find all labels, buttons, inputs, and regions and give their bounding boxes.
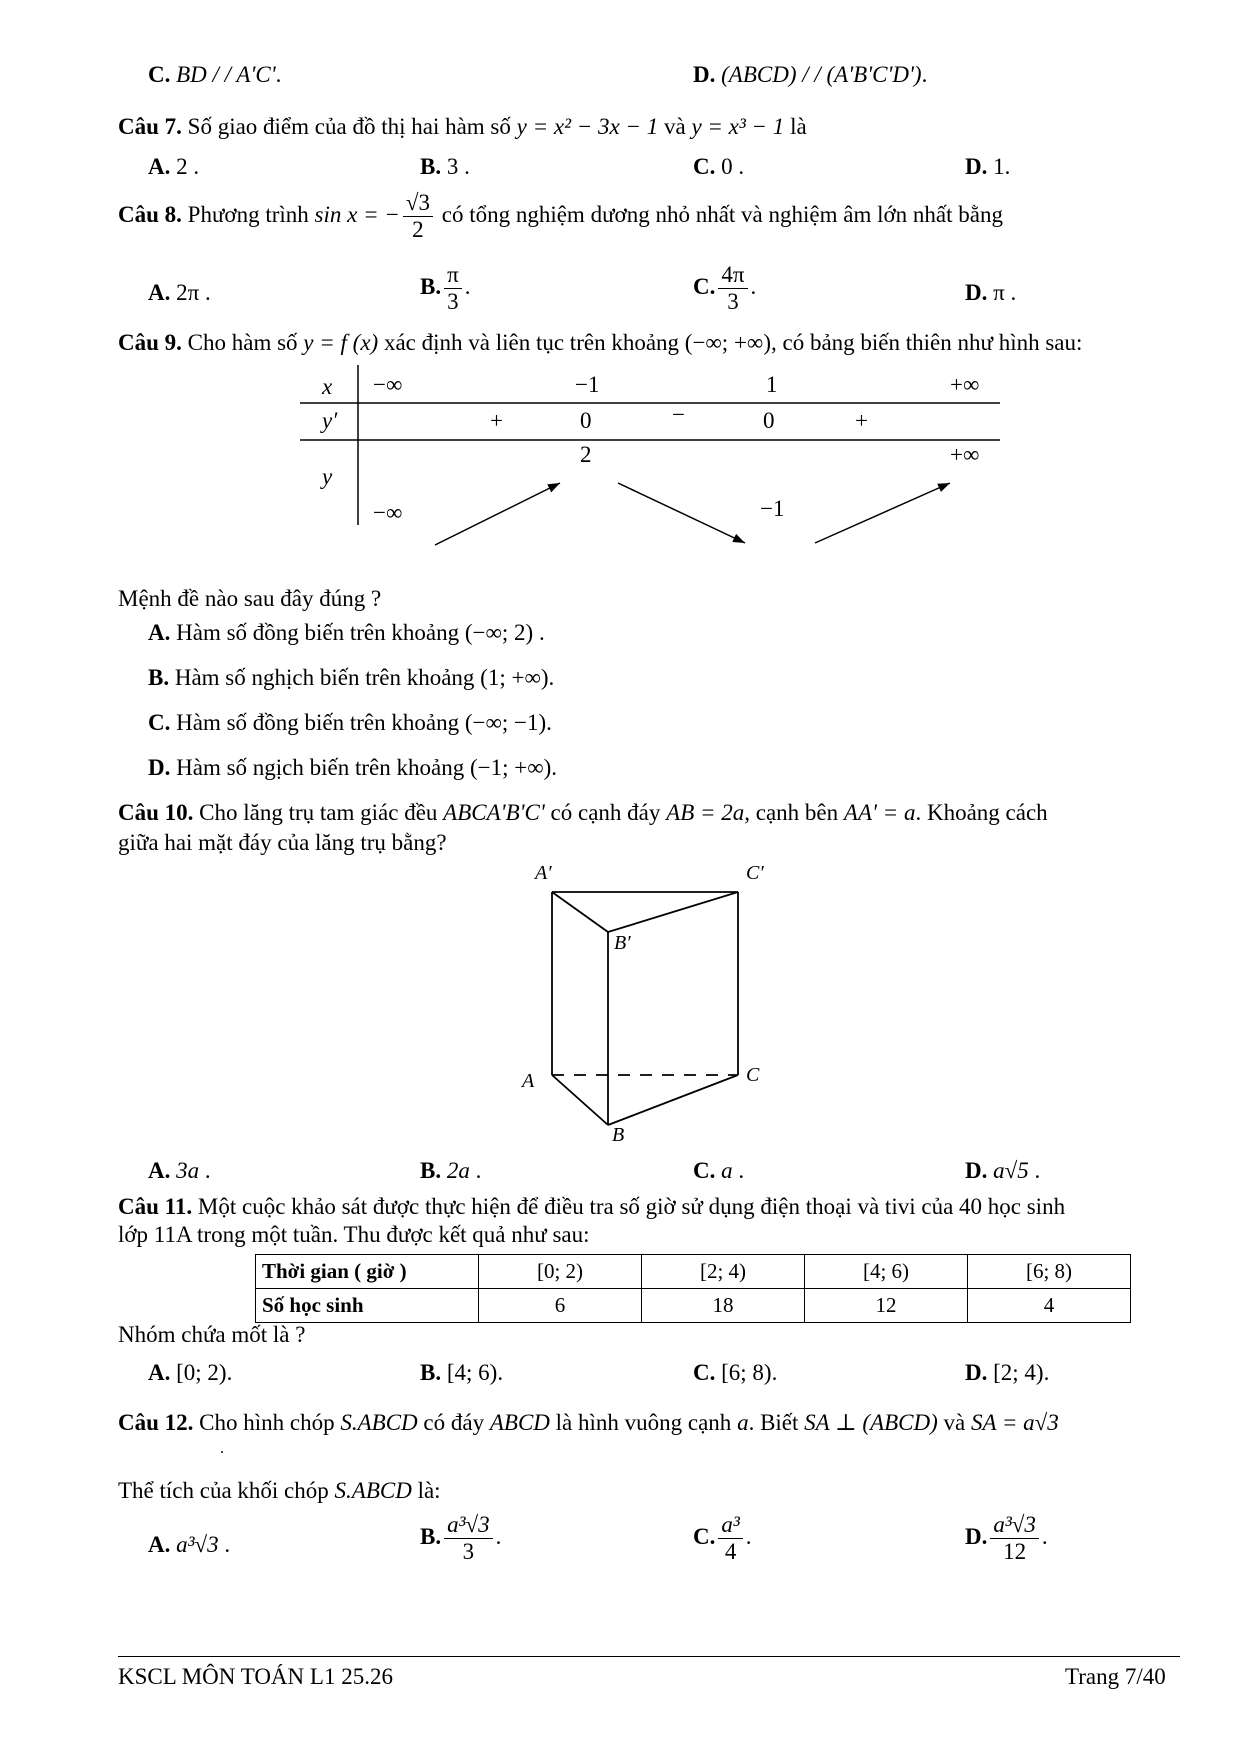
vt-y-label: y	[322, 464, 333, 489]
q12-stray-dot: .	[220, 1440, 224, 1457]
q12-option-d: D. $\frac{\text{a³√3}}{12}$ .	[965, 1512, 1048, 1565]
label-a: A	[522, 1070, 535, 1092]
vt-yp-label: y′	[322, 408, 338, 433]
table-cell: 18	[642, 1289, 805, 1323]
vt-yp-3: 0	[763, 408, 775, 433]
vt-yp-4: +	[855, 408, 868, 433]
label-c1: C′	[746, 862, 764, 884]
q8-option-b: B. $\frac{\pi}{3}$ .	[420, 262, 471, 315]
q12-option-a: A. a³√3 .	[148, 1532, 231, 1557]
table-header: Số học sinh	[256, 1289, 479, 1323]
prism-figure	[520, 870, 770, 1140]
q9-option-a: A. Hàm số đồng biến trên khoảng (−∞; 2) .	[148, 620, 545, 645]
vt-x-1: −1	[575, 372, 600, 397]
q9-option-c: C. Hàm số đồng biến trên khoảng (−∞; −1).	[148, 710, 552, 735]
q9-option-d: D. Hàm số ngịch biến trên khoảng (−1; +∞).	[148, 755, 558, 780]
vt-yp-2: −	[672, 402, 685, 427]
table-cell: [4; 6)	[805, 1255, 968, 1289]
q8-question: Câu 8. Phương trình sin x = − $\frac{√3}{2}$ có tổng nghiệm dương nhỏ nhất và nghiệm âm lớn nhất bằng	[118, 190, 1003, 243]
footer-page-number: Trang 7/40	[1065, 1664, 1166, 1689]
q10-option-a: A. 3a .	[148, 1158, 211, 1183]
footer-left: KSCL MÔN TOÁN L1 25.26	[118, 1664, 393, 1689]
label-b: B	[612, 1124, 625, 1146]
q8-option-c: C. $\frac{4\pi}{3}$ .	[693, 262, 757, 315]
q8-option-d: D. π .	[965, 280, 1017, 305]
q7-option-b: B. 3 .	[420, 154, 470, 179]
q8-option-a: A. 2π .	[148, 280, 211, 305]
label-b1: B′	[614, 932, 631, 954]
q11-option-a: A. [0; 2).	[148, 1360, 233, 1385]
q10-option-d: D. a√5 .	[965, 1158, 1041, 1183]
q12-option-b: B. $\frac{\text{a³√3}}{3}$ .	[420, 1512, 502, 1565]
vt-yp-0: +	[490, 408, 503, 433]
q7-question: Câu 7. Số giao điểm của đồ thị hai hàm số y = x² − 3x − 1 và y = x³ − 1 là	[118, 114, 807, 139]
vt-y-3: +∞	[950, 442, 980, 467]
label-c: C	[746, 1064, 760, 1086]
q10-question-line2: giữa hai mặt đáy của lăng trụ bằng?	[118, 830, 447, 855]
q11-option-b: B. [4; 6).	[420, 1360, 504, 1385]
vt-y-2: −1	[760, 496, 785, 521]
vt-y-1: 2	[580, 442, 592, 467]
q12-option-c: C. $\frac{\text{a³}}{4}$ .	[693, 1512, 752, 1565]
q9-option-b: B. Hàm số nghịch biến trên khoảng (1; +∞).	[148, 665, 555, 690]
q11-prompt: Nhóm chứa mốt là ?	[118, 1322, 306, 1347]
q11-option-d: D. [2; 4).	[965, 1360, 1050, 1385]
label-a1: A′	[535, 862, 552, 884]
q6-option-c: C. BD / / A'C'.	[148, 62, 282, 87]
table-row	[256, 1255, 1131, 1289]
table-header: Thời gian ( giờ )	[256, 1255, 479, 1289]
table-cell: 4	[968, 1289, 1131, 1323]
vt-x-0: −∞	[373, 372, 403, 397]
q12-question: Câu 12. Cho hình chóp S.ABCD có đáy ABCD là hình vuông cạnh a. Biết SA ⊥ (ABCD) và SA = a√3	[118, 1410, 1059, 1435]
q7-option-a: A. 2 .	[148, 154, 200, 179]
q10-option-c: C. a .	[693, 1158, 745, 1183]
table-cell: 12	[805, 1289, 968, 1323]
table-cell: 6	[479, 1289, 642, 1323]
q9-prompt: Mệnh đề nào sau đây đúng ?	[118, 586, 382, 611]
q6-option-d: D. (ABCD) / / (A'B'C'D').	[693, 62, 928, 87]
vt-x-3: +∞	[950, 372, 980, 397]
variation-table	[300, 365, 1010, 565]
table-cell: [0; 2)	[479, 1255, 642, 1289]
table-cell: [6; 8)	[968, 1255, 1131, 1289]
q10-option-b: B. 2a .	[420, 1158, 482, 1183]
q9-question: Câu 9. Cho hàm số y = f (x) xác định và liên tục trên khoảng (−∞; +∞), có bảng biến thiên như hình sau:	[118, 330, 1083, 355]
q10-question: Câu 10. Cho lăng trụ tam giác đều ABCA'B'C' có cạnh đáy AB = 2a, cạnh bên AA' = a. Khoảng cách	[118, 800, 1048, 825]
table-cell: [2; 4)	[642, 1255, 805, 1289]
vt-y-0: −∞	[373, 500, 403, 525]
frequency-table	[255, 1254, 1131, 1323]
vt-x-2: 1	[766, 372, 778, 397]
q11-question: Câu 11. Một cuộc khảo sát được thực hiện để điều tra số giờ sử dụng điện thoại và tivi của 40 học sinh	[118, 1194, 1066, 1219]
q7-option-d: D. 1.	[965, 154, 1011, 179]
q7-option-c: C. 0 .	[693, 154, 745, 179]
q12-question-line3: Thể tích của khối chóp S.ABCD là:	[118, 1478, 441, 1503]
vt-x-label: x	[322, 374, 333, 399]
table-row	[256, 1289, 1131, 1323]
footer-divider	[118, 1656, 1180, 1657]
q11-question-line2: lớp 11A trong một tuần. Thu được kết quả như sau:	[118, 1222, 590, 1247]
q11-option-c: C. [6; 8).	[693, 1360, 778, 1385]
vt-yp-1: 0	[580, 408, 592, 433]
